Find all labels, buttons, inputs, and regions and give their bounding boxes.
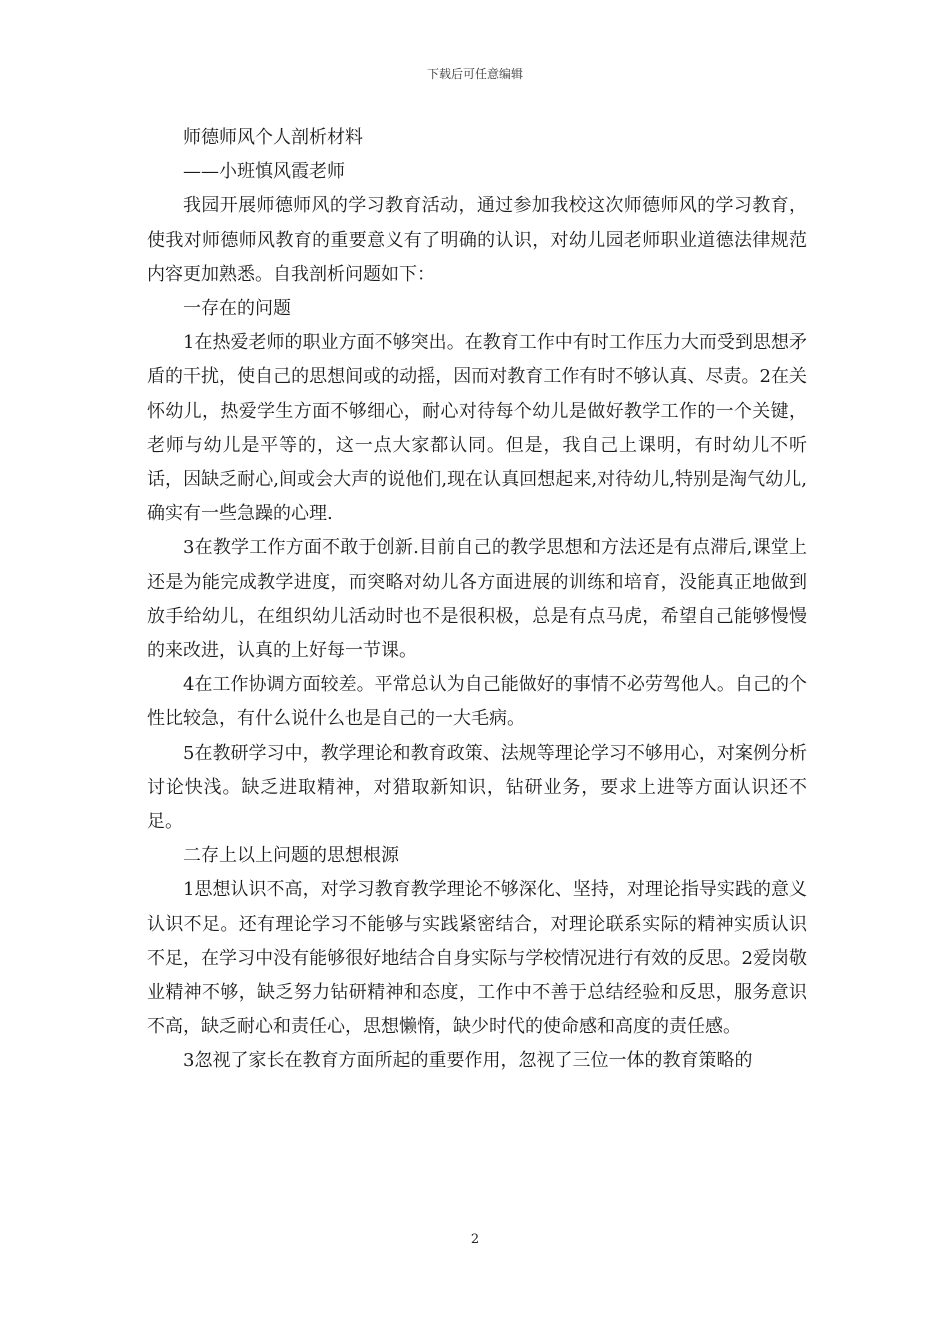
paragraph: 1在热爱老师的职业方面不够突出。在教育工作中有时工作压力大而受到思想矛盾的干扰，使自己的思想间或的动摇，因而对教育工作有时不够认真、尽责。2在关怀幼儿，热爱学生方面不够细心，耐心对待每个幼儿是做好教学工作的一个关键，老师与幼儿是平等的，这一点大家都认同。但是，我自己上课明，有时幼儿不听话，因缺乏耐心,间或会大声的说他们,现在认真回想起来,对待幼儿,特别是淘气幼儿,确实有一些急躁的心理. [147,332,807,525]
paragraph: 1思想认识不高，对学习教育教学理论不够深化、坚持，对理论指导实践的意义认识不足。还有理论学习不能够与实践紧密结合，对理论联系实际的精神实质认识不足，在学习中没有能够很好地结合自身实际与学校情况进行有效的反思。2爱岗敬业精神不够，缺乏努力钻研精神和态度，工作中不善于总结经验和反思，服务意识不高，缺乏耐心和责任心，思想懒惰，缺少时代的使命感和高度的责任感。 [147,879,807,1038]
section-heading: 一存在的问题 [183,298,291,320]
document-byline: ——小班慎风霞老师 [183,161,345,183]
document-title: 师德师风个人剖析材料 [183,127,363,148]
page-number: 2 [470,1232,480,1247]
paragraph: 3忽视了家长在教育方面所起的重要作用，忽视了三位一体的教育策略的 [183,1050,753,1072]
section-heading: 二存上以上问题的思想根源 [183,845,399,867]
paragraph: 4在工作协调方面较差。平常总认为自己能做好的事情不必劳驾他人。自己的个性比较急，有什么说什么也是自己的一大毛病。 [147,674,807,730]
paragraph: 5在教研学习中，教学理论和教育政策、法规等理论学习不够用心，对案例分析讨论快浅。缺乏进取精神，对猎取新知识，钻研业务，要求上进等方面认识还不足。 [147,742,807,833]
document-body [147,121,807,1079]
page-header: 下载后可任意编辑 [426,67,523,81]
paragraph: 我园开展师德师风的学习教育活动，通过参加我校这次师德师风的学习教育，使我对师德师风教育的重要意义有了明确的认识，对幼儿园老师职业道德法律规范内容更加熟悉。自我剖析问题如下： [147,195,807,285]
paragraph: 3在教学工作方面不敢于创新.目前自己的教学思想和方法还是有点滞后,课堂上还是为能完成教学进度，而突略对幼儿各方面进展的训练和培育，没能真正地做到放手给幼儿，在组织幼儿活动时也不是很积极，总是有点马虎，希望自己能够慢慢的来改进，认真的上好每一节课。 [147,537,807,662]
